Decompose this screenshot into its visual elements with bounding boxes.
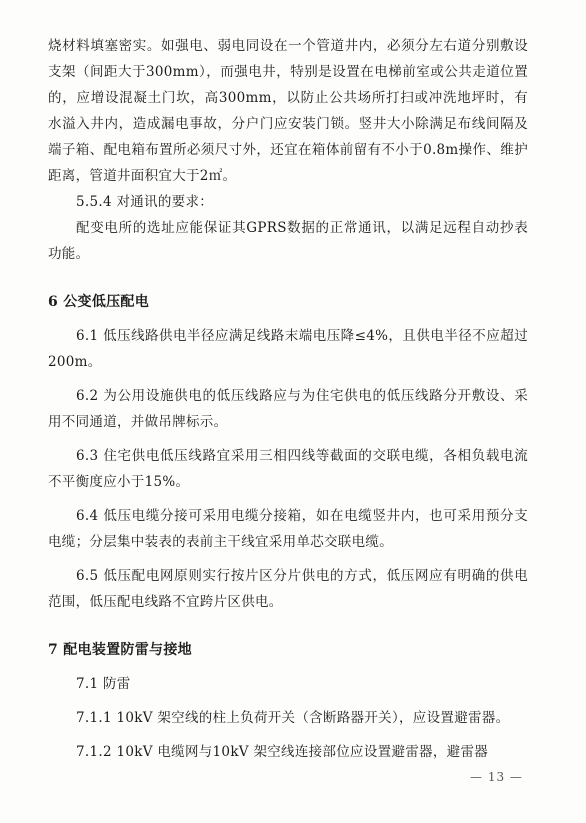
- paragraph-gprs: 配变电所的选址应能保证其GPRS数据的正常通讯，以满足远程自动抄表功能。: [48, 220, 528, 262]
- spacer: [48, 435, 528, 443]
- clause-7-1-2: 7.1.2 10kV 电缆网与10kV 架空线连接部位应设置避雷器，避雷器: [76, 744, 489, 760]
- page-number: — 13 —: [470, 770, 523, 784]
- heading-section-7: 7 配电装置防雷与接地: [48, 642, 192, 658]
- spacer: [48, 615, 528, 637]
- clause-6-5: 6.5 低压配电网原则实行按片区分片供电的方式，低压网应有明确的供电范围，低压配电线路不宜跨片区供电。: [48, 568, 528, 610]
- paragraph-continuation: 烧材料填塞密实。如强电、弱电同设在一个管道井内，必须分左右道分别敷设支架（间距大于300mm），而强电井，特别是设置在电梯前室或公共走道位置的，应增设混凝土门坎，高300mm，以防止公共场所打扫或冲洗地坪时，有水溢入井内，造成漏电事故，分户门应安装门锁。竖井大小除满足布线间隔及端子箱、配电箱布置所必须尺寸外，还宜在箱体前留有不小于0.8m操作、维护距离，管道井面积宜大于2㎡。: [48, 38, 528, 184]
- clause-7-1: 7.1 防雷: [76, 676, 131, 692]
- spacer: [48, 555, 528, 563]
- spacer: [48, 315, 528, 323]
- clause-6-2: 6.2 为公用设施供电的低压线路应与为住宅供电的低压线路分开敷设、采用不同通道，并做吊牌标示。: [48, 388, 528, 430]
- clause-5-5-4: 5.5.4 对通讯的要求：: [76, 194, 214, 210]
- spacer: [48, 663, 528, 671]
- page-content: [48, 33, 528, 765]
- spacer: [48, 697, 528, 705]
- spacer: [48, 267, 528, 289]
- clause-6-3: 6.3 住宅供电低压线路宜采用三相四线等截面的交联电缆，各相负载电流不平衡度应小于15%。: [48, 448, 528, 490]
- clause-6-1: 6.1 低压线路供电半径应满足线路末端电压降≤4%，且供电半径不应超过200m。: [48, 328, 528, 370]
- heading-section-6: 6 公变低压配电: [48, 294, 150, 310]
- spacer: [48, 375, 528, 383]
- clause-6-4: 6.4 低压电缆分接可采用电缆分接箱，如在电缆竖井内，也可采用预分支电缆；分层集中装表的表前主干线宜采用单芯交联电缆。: [48, 508, 528, 550]
- spacer: [48, 495, 528, 503]
- spacer: [48, 731, 528, 739]
- clause-7-1-1: 7.1.1 10kV 架空线的柱上负荷开关（含断路器开关），应设置避雷器。: [76, 710, 510, 726]
